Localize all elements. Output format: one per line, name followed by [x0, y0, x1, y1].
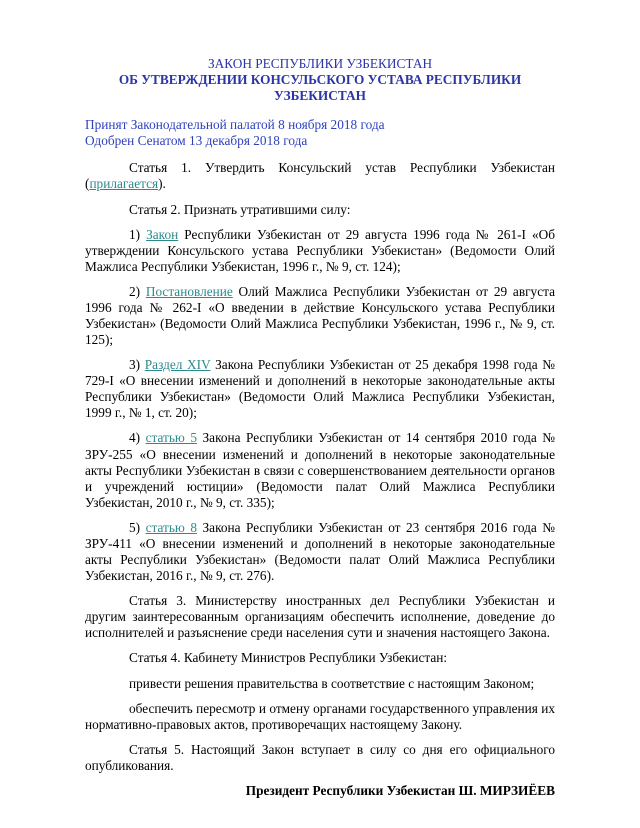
- signature-line: Президент Республики Узбекистан Ш. МИРЗИЁЕВ: [245, 782, 555, 798]
- approved-line: Одобрен Сенатом 13 декабря 2018 года: [85, 133, 308, 149]
- list-item-1: [85, 227, 555, 275]
- list-item-3: [85, 357, 555, 421]
- article-4-subitem-1: привести решения правительства в соответствие с настоящим Законом;: [129, 675, 535, 691]
- list-item-4-number: 4): [129, 430, 146, 446]
- article-2-paragraph: Статья 2. Признать утратившими силу:: [129, 201, 351, 217]
- list-item-3-number: 3): [129, 357, 145, 373]
- article-1-text-post: ).: [158, 176, 166, 192]
- link-statyu-8[interactable]: статью 8: [145, 519, 197, 535]
- list-item-2: [85, 284, 555, 348]
- list-item-1-text: Республики Узбекистан от 29 августа 1996 года № 261-I «Об утверждении Консульского устава Республики Узбекистан» (Ведомости Олий Мажлиса Республики Узбекистан, 1996 г., № 9, ст. 124);: [85, 226, 555, 274]
- adoption-meta: [85, 117, 555, 149]
- document-title: ЗАКОН РЕСПУБЛИКИ УЗБЕКИСТАН: [207, 56, 433, 71]
- article-4-paragraph: Статья 4. Кабинету Министров Республики Узбекистан:: [129, 650, 448, 666]
- list-item-4-text: Закона Республики Узбекистан от 14 сентября 2010 года № ЗРУ-255 «О внесении изменений и дополнений в некоторые законодательные акты Республики Узбекистан в связи с совершенствованием деятельности органов и учреждений юстиции» (Ведомости палат Олий Мажлиса Республики Узбекистан, 2010 г., № 9, ст. 335);: [85, 430, 555, 510]
- list-item-4: [85, 430, 555, 510]
- list-item-1-number: 1): [129, 226, 147, 242]
- link-statyu-5[interactable]: статью 5: [145, 430, 197, 446]
- article-5-paragraph: Статья 5. Настоящий Закон вступает в силу со дня его официального опубликования.: [85, 741, 555, 773]
- list-item-2-number: 2): [129, 283, 146, 299]
- article-3-paragraph: Статья 3. Министерству иностранных дел Республики Узбекистан и другим заинтересованным организациям обеспечить исполнение, доведение до исполнителей и разъяснение среди населения сути и значения настоящего Закона.: [85, 593, 555, 641]
- link-prilagaetsya[interactable]: прилагается: [89, 176, 159, 192]
- link-postanovlenie[interactable]: Постановление: [145, 283, 233, 299]
- link-razdel-xiv[interactable]: Раздел XIV: [144, 357, 211, 373]
- article-1-paragraph: [85, 160, 555, 192]
- list-item-3-text: Закона Республики Узбекистан от 25 декабря 1998 года № 729-I «О внесении изменений и дополнений в некоторые законодательные акты Республики Узбекистан» (Ведомости Олий Мажлиса Республики Узбекистан, 1999 г., № 1, ст. 20);: [85, 357, 555, 421]
- link-zakon[interactable]: Закон: [146, 226, 179, 242]
- list-item-2-text: Олий Мажлиса Республики Узбекистан от 29 августа 1996 года № 262-I «О введении в действие Консульского устава Республики Узбекистан» (Ведомости Олий Мажлиса Республики Узбекистан, 1996 г., № 9, ст. 125);: [85, 283, 555, 348]
- article-1-text-pre: Статья 1. Утвердить Консульский устав Республики Узбекистан (: [85, 160, 555, 192]
- article-4-subitem-2: обеспечить пересмотр и отмену органами государственного управления их нормативно-правовых актов, противоречащих настоящему Закону.: [85, 700, 555, 732]
- adopted-line: Принят Законодательной палатой 8 ноября 2018 года: [85, 117, 385, 133]
- document-subtitle: ОБ УТВЕРЖДЕНИИ КОНСУЛЬСКОГО УСТАВА РЕСПУБЛИКИ УЗБЕКИСТАН: [118, 72, 522, 104]
- list-item-5-text: Закона Республики Узбекистан от 23 сентября 2016 года № ЗРУ-411 «О внесении изменений и дополнений в некоторые законодательные акты Республики Узбекистан» (Ведомости палат Олий Мажлиса Республики Узбекистан, 2016 г., № 9, ст. 276).: [85, 519, 555, 584]
- list-item-5: [85, 520, 555, 584]
- list-item-5-number: 5): [129, 519, 146, 535]
